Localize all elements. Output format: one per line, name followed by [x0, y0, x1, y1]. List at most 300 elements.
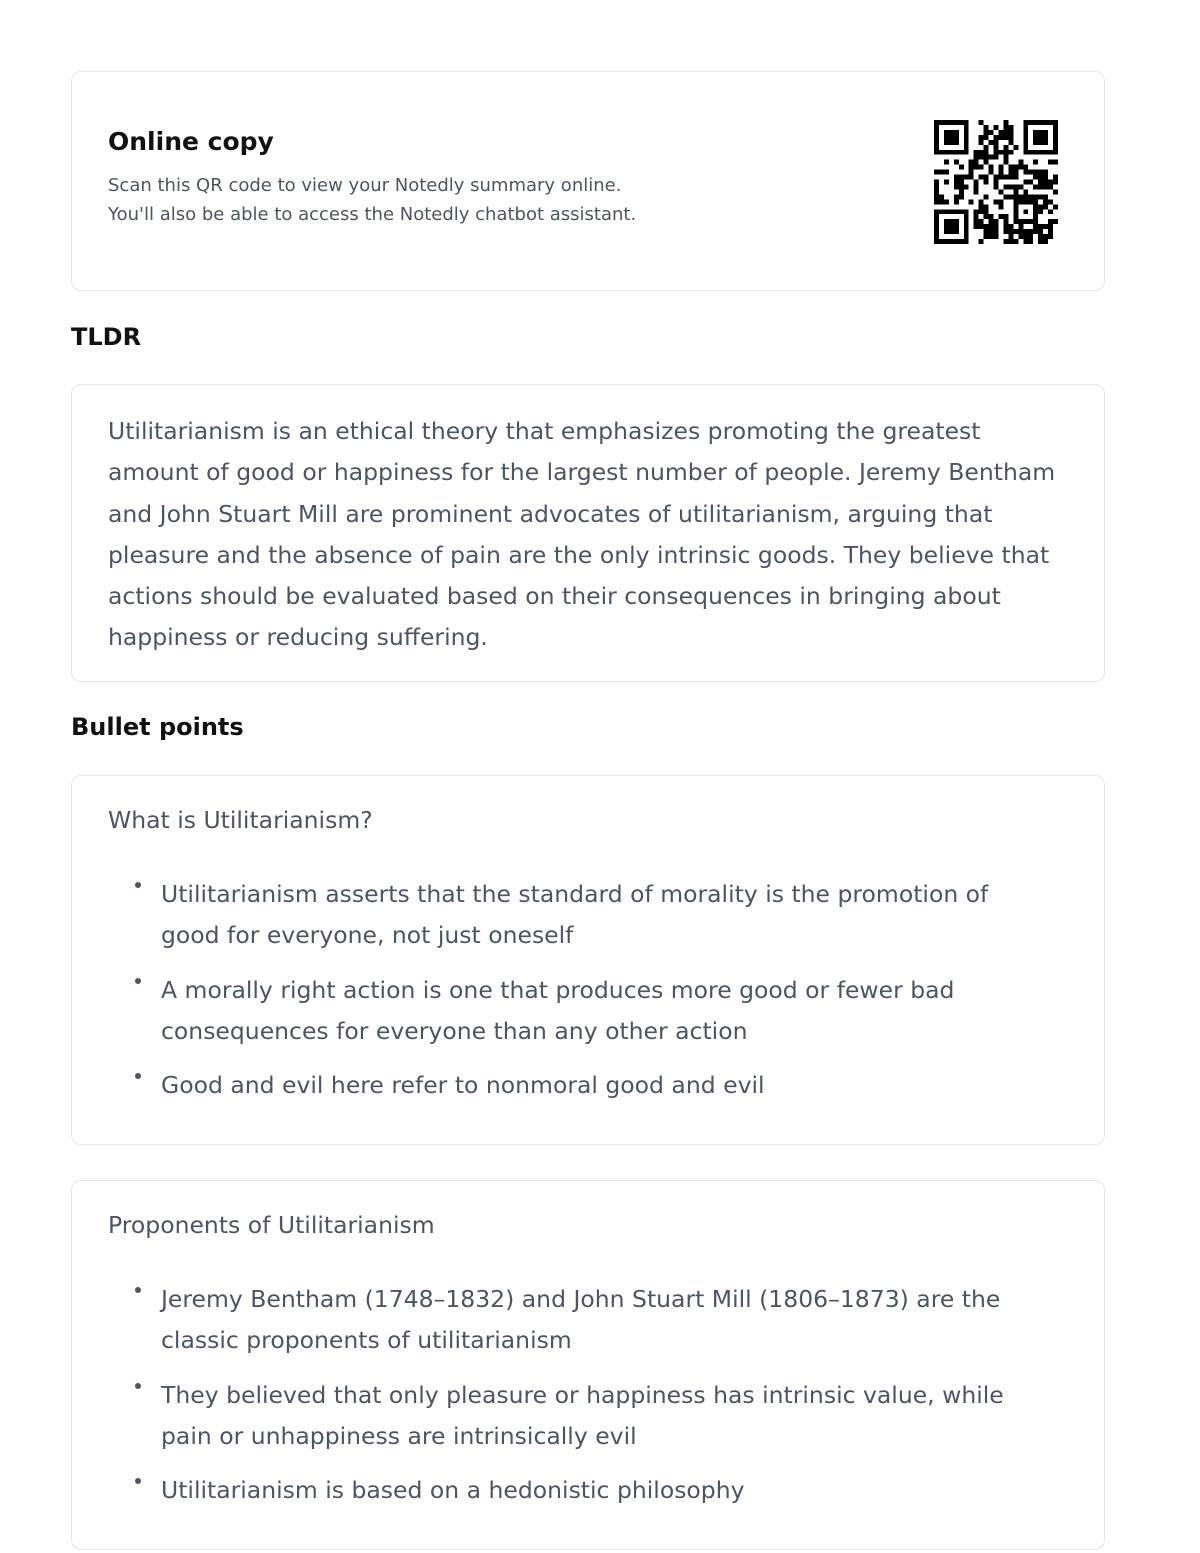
qr-module	[1048, 229, 1053, 234]
qr-module	[1043, 120, 1048, 125]
qr-module	[984, 150, 989, 155]
qr-module	[1028, 180, 1033, 185]
bullet-dot-icon	[135, 1478, 141, 1484]
qr-module	[1053, 130, 1058, 135]
qr-module	[934, 130, 939, 135]
qr-module	[1003, 184, 1008, 189]
qr-module	[1013, 199, 1018, 204]
qr-module	[939, 120, 944, 125]
qr-module	[1023, 229, 1028, 234]
qr-module	[1018, 234, 1023, 239]
qr-module	[1003, 194, 1008, 199]
qr-module	[954, 229, 959, 234]
qr-module	[934, 229, 939, 234]
qr-module	[979, 165, 984, 170]
qr-module	[1043, 175, 1048, 180]
qr-module	[1023, 199, 1028, 204]
online-copy-description-line-1: Scan this QR code to view your Notedly summary online.	[108, 175, 622, 196]
qr-module	[984, 214, 989, 219]
qr-module	[1008, 194, 1013, 199]
qr-module	[1008, 234, 1013, 239]
bullet-item-text: Good and evil here refer to nonmoral good and evil	[161, 1071, 765, 1100]
qr-module	[934, 135, 939, 140]
qr-module	[1013, 175, 1018, 180]
qr-module	[1043, 184, 1048, 189]
qr-module	[1043, 150, 1048, 155]
qr-module	[1003, 239, 1008, 244]
bullet-points-heading: Bullet points	[71, 713, 244, 741]
qr-module	[964, 234, 969, 239]
qr-module	[994, 224, 999, 229]
qr-module	[1048, 234, 1053, 239]
qr-module	[1033, 130, 1038, 135]
qr-module	[974, 214, 979, 219]
qr-module	[1008, 175, 1013, 180]
qr-module	[954, 239, 959, 244]
qr-module	[1023, 145, 1028, 150]
qr-module	[964, 145, 969, 150]
qr-module	[984, 160, 989, 165]
qr-module	[964, 135, 969, 140]
qr-module	[1038, 130, 1043, 135]
qr-module	[939, 199, 944, 204]
qr-module	[1043, 170, 1048, 175]
qr-module	[1003, 224, 1008, 229]
qr-module	[984, 209, 989, 214]
bullet-item-text: They believed that only pleasure or happiness has intrinsic value, while pain or unhappiness are intrinsically evil	[161, 1380, 1004, 1450]
qr-module	[1043, 180, 1048, 185]
qr-module	[944, 150, 949, 155]
qr-module	[1013, 145, 1018, 150]
qr-module	[1053, 150, 1058, 155]
qr-module	[954, 209, 959, 214]
qr-module	[1053, 219, 1058, 224]
qr-module	[989, 170, 994, 175]
qr-module	[1048, 209, 1053, 214]
qr-module	[979, 120, 984, 125]
qr-module	[1013, 209, 1018, 214]
qr-module	[979, 209, 984, 214]
qr-module	[934, 125, 939, 130]
tldr-text: Utilitarianism is an ethical theory that emphasizes promoting the greatest amount of good or happiness for the largest number of people. Jeremy Bentham and John Stuart Mill are prominent advocates of utilitarianism, arguing that pleasure and the absence of pain are the only intrinsic goods. They believe that actions should be evaluated based on their consequences in bringing about happiness or reducing suffering.	[108, 417, 1056, 652]
qr-module	[1023, 194, 1028, 199]
qr-module	[1018, 219, 1023, 224]
qr-module	[1038, 135, 1043, 140]
qr-module	[998, 214, 1003, 219]
qr-module	[1038, 184, 1043, 189]
qr-module	[1043, 130, 1048, 135]
qr-module	[984, 145, 989, 150]
bullet-group-card	[71, 775, 1105, 1145]
qr-module	[969, 199, 974, 204]
qr-module	[954, 140, 959, 145]
qr-code-icon[interactable]	[934, 120, 1058, 244]
qr-module	[944, 209, 949, 214]
qr-module	[998, 170, 1003, 175]
qr-module	[939, 170, 944, 175]
qr-module	[949, 239, 954, 244]
qr-module	[949, 135, 954, 140]
qr-module	[1023, 239, 1028, 244]
qr-module	[934, 224, 939, 229]
qr-module	[994, 155, 999, 160]
qr-module	[1023, 189, 1028, 194]
qr-module	[1023, 209, 1028, 214]
qr-module	[1028, 150, 1033, 155]
qr-module	[954, 120, 959, 125]
qr-module	[1053, 175, 1058, 180]
qr-module	[944, 224, 949, 229]
qr-module	[964, 150, 969, 155]
qr-module	[1043, 234, 1048, 239]
qr-module	[934, 180, 939, 185]
qr-module	[954, 180, 959, 185]
qr-module	[998, 130, 1003, 135]
qr-module	[964, 125, 969, 130]
bullet-dot-icon	[135, 978, 141, 984]
qr-module	[1038, 239, 1043, 244]
qr-module	[989, 219, 994, 224]
online-copy-title: Online copy	[108, 127, 274, 156]
qr-module	[959, 194, 964, 199]
qr-module	[949, 130, 954, 135]
qr-module	[1053, 180, 1058, 185]
qr-module	[944, 219, 949, 224]
qr-module	[959, 165, 964, 170]
qr-module	[959, 209, 964, 214]
qr-module	[974, 219, 979, 224]
qr-module	[934, 150, 939, 155]
bullet-item	[108, 1470, 1048, 1511]
qr-module	[984, 194, 989, 199]
qr-module	[1018, 199, 1023, 204]
qr-module	[969, 170, 974, 175]
qr-module	[944, 135, 949, 140]
qr-module	[934, 170, 939, 175]
qr-module	[1048, 160, 1053, 165]
qr-module	[954, 219, 959, 224]
qr-module	[1038, 170, 1043, 175]
qr-module	[964, 140, 969, 145]
qr-module	[1003, 135, 1008, 140]
qr-module	[959, 175, 964, 180]
bullet-dot-icon	[135, 882, 141, 888]
qr-module	[1038, 204, 1043, 209]
qr-module	[944, 130, 949, 135]
qr-module	[1008, 170, 1013, 175]
qr-module	[984, 180, 989, 185]
qr-module	[1008, 165, 1013, 170]
bullet-list	[108, 874, 1048, 1119]
qr-module	[998, 189, 1003, 194]
qr-module	[1038, 234, 1043, 239]
qr-module	[964, 120, 969, 125]
qr-module	[1008, 239, 1013, 244]
qr-module	[989, 130, 994, 135]
qr-module	[1023, 125, 1028, 130]
bullet-list	[108, 1279, 1048, 1524]
qr-module	[979, 150, 984, 155]
qr-module	[1003, 175, 1008, 180]
qr-module	[989, 155, 994, 160]
bullet-item	[108, 1279, 1048, 1362]
qr-module	[1053, 145, 1058, 150]
qr-module	[954, 224, 959, 229]
qr-module	[994, 140, 999, 145]
qr-module	[1003, 145, 1008, 150]
qr-module	[1053, 125, 1058, 130]
qr-module	[1023, 170, 1028, 175]
qr-module	[954, 135, 959, 140]
qr-module	[1033, 204, 1038, 209]
qr-module	[1048, 180, 1053, 185]
qr-module	[984, 234, 989, 239]
online-copy-card	[71, 71, 1105, 291]
qr-module	[998, 165, 1003, 170]
qr-module	[934, 140, 939, 145]
bullet-dot-icon	[135, 1383, 141, 1389]
qr-module	[1003, 160, 1008, 165]
qr-module	[1023, 150, 1028, 155]
qr-module	[994, 234, 999, 239]
qr-module	[979, 155, 984, 160]
bullet-dot-icon	[135, 1287, 141, 1293]
qr-module	[939, 194, 944, 199]
qr-module	[1008, 125, 1013, 130]
qr-module	[969, 160, 974, 165]
qr-module	[954, 194, 959, 199]
qr-module	[979, 140, 984, 145]
qr-module	[1028, 219, 1033, 224]
qr-module	[1023, 135, 1028, 140]
qr-module	[1028, 239, 1033, 244]
qr-module	[1053, 204, 1058, 209]
online-copy-description-line-2: You'll also be able to access the Notedly chatbot assistant.	[108, 204, 637, 225]
qr-module	[1033, 219, 1038, 224]
bullet-item-text: Utilitarianism is based on a hedonistic philosophy	[161, 1476, 745, 1505]
qr-module	[944, 180, 949, 185]
qr-module	[1018, 160, 1023, 165]
qr-module	[1008, 135, 1013, 140]
qr-module	[989, 229, 994, 234]
qr-module	[989, 234, 994, 239]
qr-module	[1053, 120, 1058, 125]
qr-module	[984, 130, 989, 135]
qr-module	[1038, 150, 1043, 155]
qr-module	[1043, 239, 1048, 244]
qr-module	[984, 135, 989, 140]
qr-module	[1048, 219, 1053, 224]
qr-module	[1008, 150, 1013, 155]
qr-module	[1048, 120, 1053, 125]
qr-module	[1033, 120, 1038, 125]
qr-module	[979, 224, 984, 229]
qr-module	[1013, 165, 1018, 170]
qr-module	[1008, 140, 1013, 145]
qr-module	[1003, 130, 1008, 135]
qr-module	[989, 140, 994, 145]
qr-module	[1033, 199, 1038, 204]
qr-module	[1053, 140, 1058, 145]
qr-module	[984, 224, 989, 229]
qr-module	[1053, 189, 1058, 194]
qr-module	[934, 184, 939, 189]
qr-module	[974, 150, 979, 155]
bullet-group-title: Proponents of Utilitarianism	[108, 1211, 435, 1239]
qr-module	[1008, 224, 1013, 229]
qr-module	[1033, 175, 1038, 180]
qr-module	[1023, 219, 1028, 224]
qr-module	[979, 135, 984, 140]
qr-module	[934, 234, 939, 239]
qr-module	[998, 204, 1003, 209]
qr-module	[974, 180, 979, 185]
qr-module	[1018, 165, 1023, 170]
qr-module	[1033, 160, 1038, 165]
qr-module	[974, 189, 979, 194]
qr-module	[1033, 214, 1038, 219]
bullet-item	[108, 874, 1048, 957]
qr-module	[1008, 184, 1013, 189]
qr-module	[989, 165, 994, 170]
qr-module	[1033, 194, 1038, 199]
qr-module	[1028, 234, 1033, 239]
qr-module	[954, 130, 959, 135]
qr-module	[994, 229, 999, 234]
qr-module	[964, 209, 969, 214]
qr-module	[989, 224, 994, 229]
qr-module	[944, 170, 949, 175]
qr-module	[1028, 194, 1033, 199]
qr-module	[1003, 219, 1008, 224]
bullet-group-title: What is Utilitarianism?	[108, 806, 373, 834]
qr-module	[1008, 229, 1013, 234]
qr-module	[1033, 150, 1038, 155]
qr-module	[1043, 140, 1048, 145]
tldr-card	[71, 384, 1105, 682]
qr-module	[944, 140, 949, 145]
qr-module	[1043, 204, 1048, 209]
qr-module	[959, 184, 964, 189]
qr-module	[959, 150, 964, 155]
qr-module	[954, 175, 959, 180]
qr-module	[994, 180, 999, 185]
qr-module	[994, 150, 999, 155]
qr-module	[949, 209, 954, 214]
qr-module	[964, 219, 969, 224]
qr-module	[1003, 120, 1008, 125]
qr-module	[994, 219, 999, 224]
tldr-heading: TLDR	[71, 323, 142, 351]
qr-module	[1033, 170, 1038, 175]
qr-module	[949, 120, 954, 125]
qr-module	[1028, 170, 1033, 175]
qr-module	[984, 175, 989, 180]
qr-module	[1023, 165, 1028, 170]
qr-module	[1053, 160, 1058, 165]
qr-module	[959, 180, 964, 185]
qr-module	[1003, 155, 1008, 160]
qr-module	[934, 194, 939, 199]
qr-module	[974, 155, 979, 160]
qr-module	[1018, 229, 1023, 234]
qr-module	[1038, 120, 1043, 125]
qr-module	[1038, 209, 1043, 214]
qr-module	[1023, 180, 1028, 185]
qr-module	[944, 239, 949, 244]
qr-module	[1048, 199, 1053, 204]
qr-module	[1023, 130, 1028, 135]
bullet-item	[108, 970, 1048, 1053]
qr-module	[1028, 199, 1033, 204]
qr-module	[1013, 214, 1018, 219]
qr-module	[954, 199, 959, 204]
qr-module	[1023, 120, 1028, 125]
qr-module	[1023, 234, 1028, 239]
qr-module	[949, 224, 954, 229]
qr-module	[1028, 120, 1033, 125]
bullet-group-card	[71, 1180, 1105, 1550]
qr-module	[994, 135, 999, 140]
qr-module	[954, 160, 959, 165]
qr-module	[954, 150, 959, 155]
qr-module	[1048, 184, 1053, 189]
qr-module	[1018, 224, 1023, 229]
qr-module	[984, 229, 989, 234]
qr-module	[1043, 199, 1048, 204]
qr-module	[1013, 170, 1018, 175]
qr-module	[959, 189, 964, 194]
qr-module	[1013, 219, 1018, 224]
qr-module	[994, 125, 999, 130]
qr-module	[1003, 229, 1008, 234]
qr-module	[964, 214, 969, 219]
qr-module	[998, 175, 1003, 180]
qr-module	[994, 184, 999, 189]
qr-module	[934, 199, 939, 204]
qr-module	[1033, 209, 1038, 214]
qr-module	[974, 184, 979, 189]
qr-module	[1038, 140, 1043, 145]
qr-module	[934, 214, 939, 219]
qr-module	[984, 204, 989, 209]
qr-module	[1028, 229, 1033, 234]
qr-module	[964, 184, 969, 189]
bullet-item-text: A morally right action is one that produces more good or fewer bad consequences for everyone than any other action	[161, 975, 955, 1045]
qr-module	[1033, 135, 1038, 140]
qr-module	[959, 239, 964, 244]
qr-module	[934, 239, 939, 244]
qr-module	[964, 130, 969, 135]
qr-module	[944, 199, 949, 204]
qr-module	[1038, 229, 1043, 234]
qr-module	[1013, 229, 1018, 234]
qr-module	[974, 160, 979, 165]
qr-module	[1038, 224, 1043, 229]
bullet-item	[108, 1065, 1048, 1106]
qr-module	[1013, 194, 1018, 199]
qr-module	[939, 239, 944, 244]
qr-module	[949, 219, 954, 224]
qr-module	[1048, 224, 1053, 229]
qr-module	[1053, 135, 1058, 140]
qr-module	[949, 140, 954, 145]
qr-module	[974, 209, 979, 214]
bullet-dot-icon	[135, 1073, 141, 1079]
qr-module	[979, 239, 984, 244]
qr-module	[989, 214, 994, 219]
qr-module	[1033, 229, 1038, 234]
